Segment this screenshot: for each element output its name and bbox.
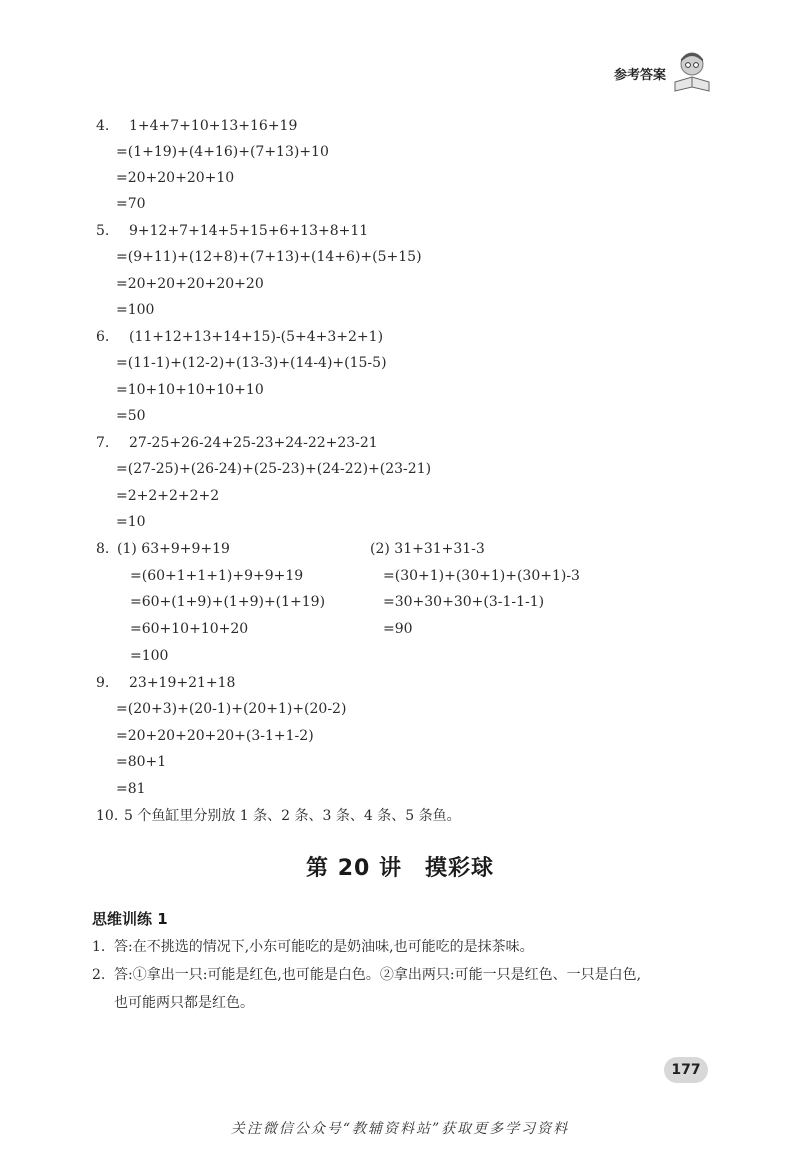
problem-8-1-line-2: =(60+1+1+1)+9+9+19: [130, 568, 304, 584]
problem-8-2-line-4: =90: [383, 621, 413, 637]
problem-7-line-3: =2+2+2+2+2: [116, 488, 220, 504]
problem-5-line-1: 5. 9+12+7+14+5+15+6+13+8+11: [96, 223, 369, 239]
problem-8-1-line-3: =60+(1+9)+(1+9)+(1+19): [130, 594, 326, 610]
problem-8-2-line-1: (2) 31+31+31-3: [370, 541, 485, 557]
problem-7-number: 7.: [96, 435, 110, 451]
header-label: 参考答案: [614, 68, 667, 83]
problem-5-line-3: =20+20+20+20+20: [116, 276, 264, 292]
footer-note: 关注微信公众号“教辅资料站”获取更多学习资料: [230, 1121, 570, 1137]
problem-6-line-1: 6. (11+12+13+14+15)-(5+4+3+2+1): [96, 329, 384, 345]
problem-9-number: 9.: [96, 675, 110, 691]
problem-5-line-2: =(9+11)+(12+8)+(7+13)+(14+6)+(5+15): [116, 249, 422, 265]
problem-4-line-4: =70: [116, 196, 146, 212]
problem-6-line-2: =(11-1)+(12-2)+(13-3)+(14-4)+(15-5): [116, 355, 387, 371]
problem-5-line-4: =100: [116, 302, 155, 318]
problem-10-line: 10. 5 个鱼缸里分别放 1 条、2 条、3 条、4 条、5 条鱼。: [96, 808, 461, 824]
problem-5-number: 5.: [96, 223, 110, 239]
answer-1: 1. 答:在不挑选的情况下,小东可能吃的是奶油味,也可能吃的是抹茶味。: [92, 939, 534, 955]
problem-7-line-1: 7. 27-25+26-24+25-23+24-22+23-21: [96, 435, 378, 451]
problem-4-line-3: =20+20+20+10: [116, 170, 235, 186]
problem-4-line-2: =(1+19)+(4+16)+(7+13)+10: [116, 144, 329, 160]
problem-7-line-4: =10: [116, 514, 146, 530]
problem-9-line-2: =(20+3)+(20-1)+(20+1)+(20-2): [116, 701, 347, 717]
answer-2-continuation: 也可能两只都是红色。: [114, 995, 254, 1011]
problem-9-line-1: 9. 23+19+21+18: [96, 675, 236, 691]
problem-7-line-2: =(27-25)+(26-24)+(25-23)+(24-22)+(23-21): [116, 461, 432, 477]
problem-10-number: 10.: [96, 808, 119, 824]
problem-9-line-3: =20+20+20+20+(3-1+1-2): [116, 728, 314, 744]
section-title: 第 20 讲 摸彩球: [306, 856, 494, 881]
problem-6-number: 6.: [96, 329, 110, 345]
problem-6-line-3: =10+10+10+10+10: [116, 382, 264, 398]
section-subhead: 思维训练 1: [92, 910, 168, 928]
problem-8-number: 8.: [96, 541, 110, 557]
problem-8-2-line-3: =30+30+30+(3-1-1-1): [383, 594, 545, 610]
problem-9-line-5: =81: [116, 781, 146, 797]
mascot-reading-icon: [672, 50, 712, 94]
problem-8-2-line-2: =(30+1)+(30+1)+(30+1)-3: [383, 568, 580, 584]
problem-6-line-4: =50: [116, 408, 146, 424]
problem-4-number: 4.: [96, 118, 110, 134]
problem-8-1-line-4: =60+10+10+20: [130, 621, 249, 637]
problem-8-1-line-5: =100: [130, 648, 169, 664]
problem-4-line-1: 4. 1+4+7+10+13+16+19: [96, 118, 298, 134]
page-number: 177: [664, 1057, 708, 1083]
problem-9-line-4: =80+1: [116, 754, 167, 770]
problem-8-1-line-1: (1) 63+9+9+19: [117, 541, 230, 557]
answer-2: 2. 答:①拿出一只:可能是红色,也可能是白色。②拿出两只:可能一只是红色、一只是白色,: [92, 967, 642, 983]
